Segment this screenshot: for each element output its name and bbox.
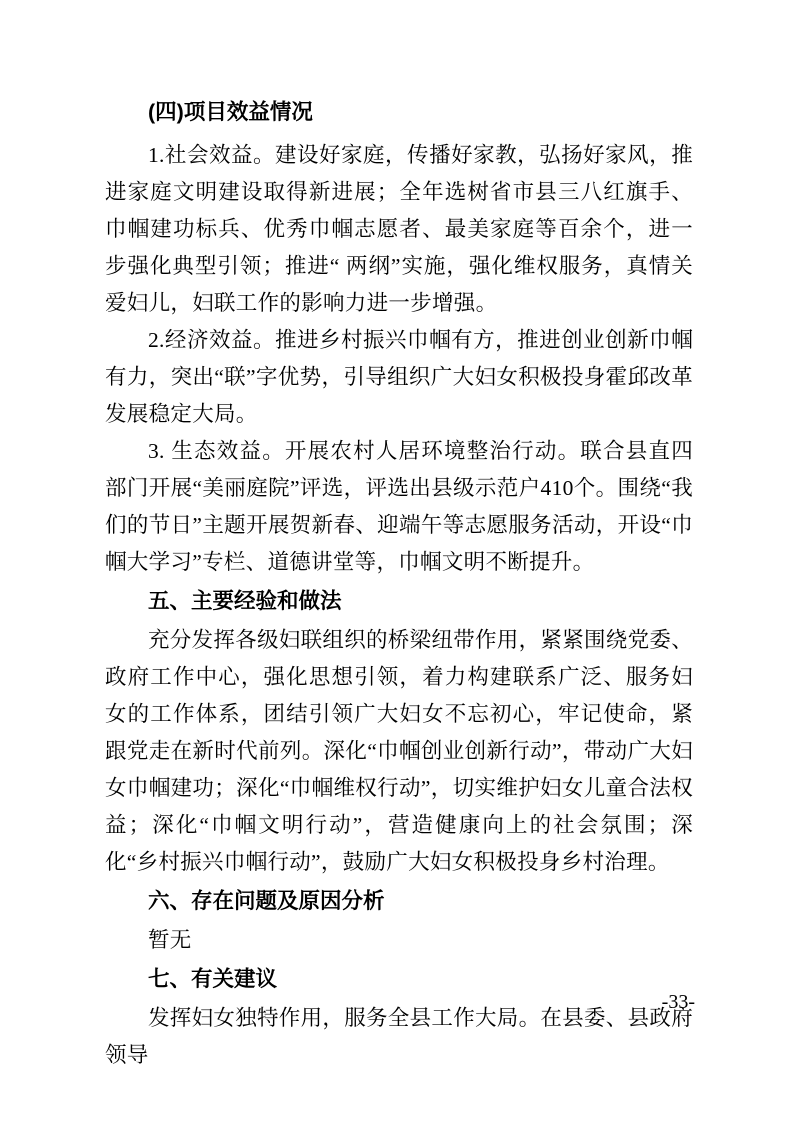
paragraph-experience: 充分发挥各级妇联组织的桥梁纽带作用，紧紧围绕党委、政府工作中心，强化思想引领，着力构建联系广泛、服务妇女的工作体系，团结引领广大妇女不忘初心，牢记使命，紧跟党走在新时代前列。深化“巾帼创业创新行动”，带动广大妇女巾帼建功；深化“巾帼维权行动”，切实维护妇女儿童合法权益；深化“巾帼文明行动”，营造健康向上的社会氛围；深化“乡村振兴巾帼行动”，鼓励广大妇女积极投身乡村治理。 <box>105 628 694 874</box>
paragraph-ecological-benefit: 3. 生态效益。开展农村人居环境整治行动。联合县直四部门开展“美丽庭院”评选，评选出县级示范户410个。围绕“我们的节日”主题开展贺新春、迎端午等志愿服务活动，开设“巾帼大学习”专栏、道德讲堂等，巾帼文明不断提升。 <box>105 439 693 574</box>
section-heading-experience: 五、主要经验和做法 <box>148 589 342 613</box>
page-number: -33- <box>661 991 695 1013</box>
paragraph-social-benefit: 1.社会效益。建设好家庭，传播好家教，弘扬好家风，推进家庭文明建设取得新进展；全年选树省市县三八红旗手、巾帼建功标兵、优秀巾帼志愿者、最美家庭等百余个，进一步强化典型引领；推进“ 两纲”实施，强化维权服务，真情关爱妇儿，妇联工作的影响力进一步增强。 <box>105 143 693 315</box>
paragraph-suggestions: 发挥妇女独特作用，服务全县工作大局。在县委、县政府领导 <box>105 1006 694 1067</box>
section-heading-project-benefit: (四)项目效益情况 <box>148 100 313 124</box>
paragraph-economic-benefit: 2.经济效益。推进乡村振兴巾帼有方，推进创业创新巾帼有力，突出“联”字优势，引导组织广大妇女积极投身霍邱改革发展稳定大局。 <box>105 328 693 426</box>
paragraph-problems: 暂无 <box>148 928 192 952</box>
section-heading-suggestions: 七、有关建议 <box>148 967 278 991</box>
section-heading-problems: 六、存在问题及原因分析 <box>148 889 385 913</box>
